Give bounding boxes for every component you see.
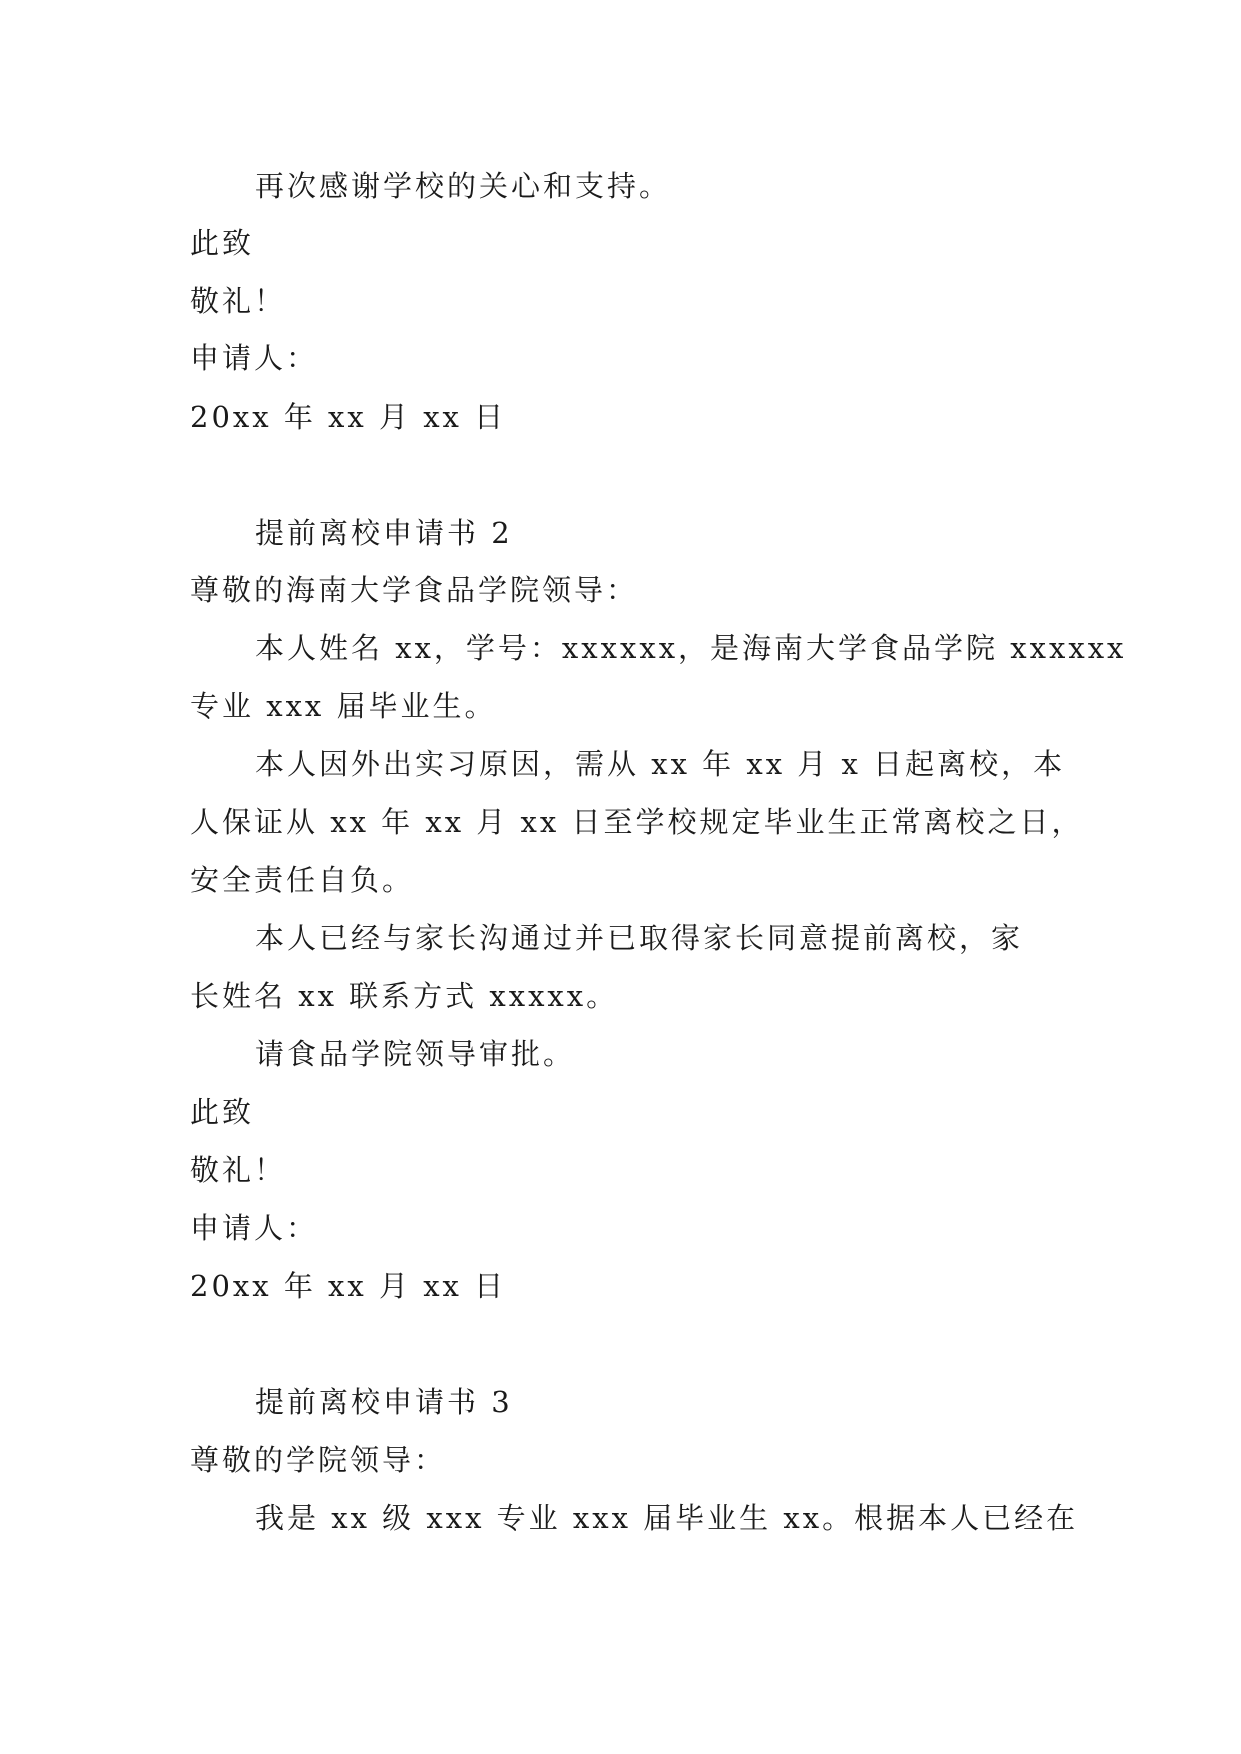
body-line: 专业 xxx 届毕业生。 [190,689,497,723]
applicant-label: 申请人： [190,341,319,375]
body-line: 本人姓名 xx，学号：xxxxxx，是海南大学食品学院 xxxxxx [255,631,1127,665]
closing-regards: 敬礼！ [190,284,287,318]
body-line: 人保证从 xx 年 xx 月 xx 日至学校规定毕业生正常离校之日， [190,805,1084,839]
date-line: 20xx 年 xx 月 xx 日 [190,1269,507,1303]
greeting-3: 尊敬的学院领导： [190,1443,447,1477]
body-line: 本人因外出实习原因，需从 xx 年 xx 月 x 日起离校，本 [255,747,1066,781]
section-title-3: 提前离校申请书 3 [255,1385,513,1419]
body-line: 安全责任自负。 [190,863,415,897]
body-line: 本人已经与家长沟通过并已取得家长同意提前离校，家 [255,921,1024,955]
section-title-2: 提前离校申请书 2 [255,516,513,550]
body-line: 请食品学院领导审批。 [255,1037,576,1071]
applicant-label: 申请人： [190,1211,319,1245]
closing-salutation: 此致 [190,1095,255,1129]
closing-salutation: 此致 [190,226,255,260]
date-line: 20xx 年 xx 月 xx 日 [190,400,507,434]
body-line: 我是 xx 级 xxx 专业 xxx 届毕业生 xx。根据本人已经在 [255,1501,1079,1535]
body-line: 长姓名 xx 联系方式 xxxxx。 [190,979,619,1013]
closing-regards: 敬礼！ [190,1153,287,1187]
greeting-2: 尊敬的海南大学食品学院领导： [190,573,639,607]
paragraph-thanks: 再次感谢学校的关心和支持。 [255,169,672,203]
